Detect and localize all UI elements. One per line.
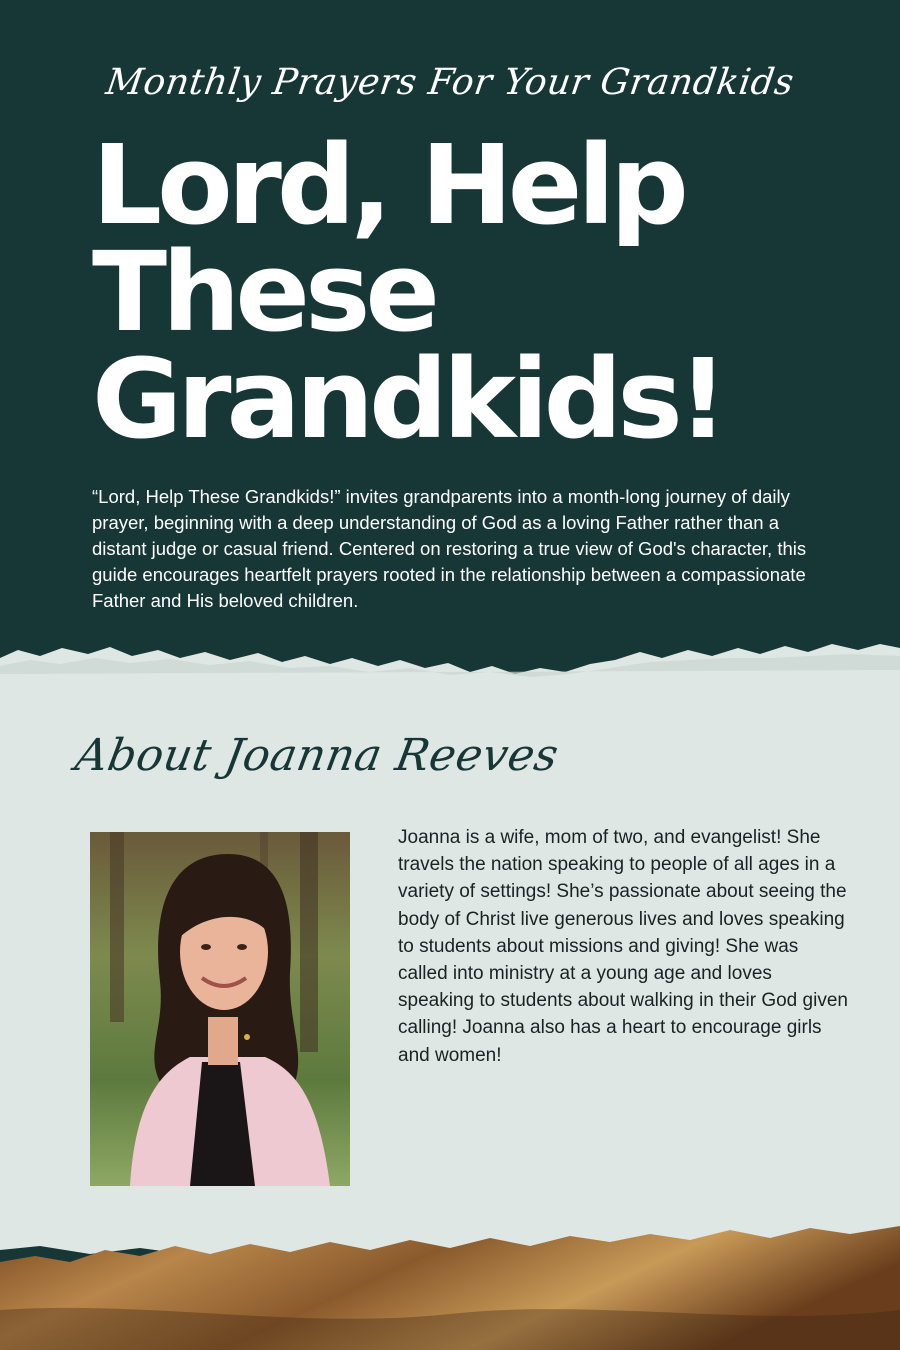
- script-subtitle: Monthly Prayers For Your Grandkids: [103, 62, 797, 103]
- author-bio: Joanna is a wife, mom of two, and evangelist! She travels the nation speaking to people of all ages in a variety of settings! She’s passionate about seeing the body of Christ live generous lives and loves speaking to students about missions and giving! She was called into ministry at a young age and loves speaking to students about walking in their God given calling! Joanna also has a heart to encourage girls and women!: [398, 827, 848, 1066]
- book-description: “Lord, Help These Grandkids!” invites grandparents into a month-long journey of daily prayer, beginning with a deep understanding of God as a loving Father rather than a distant judge or casual friend. Centered on restoring a true view of God's character, this guide encourages heartfelt prayers rooted in the relationship between a compassionate Father and His beloved children.: [92, 486, 807, 611]
- author-photo: [90, 832, 350, 1186]
- title-line-2: These: [92, 228, 436, 356]
- title-line-3: Grandkids!: [92, 335, 724, 463]
- title-line-1: Lord, Help: [92, 121, 684, 249]
- gold-foil-footer: [0, 1210, 900, 1350]
- about-author-heading: About Joanna Reeves: [71, 730, 563, 781]
- torn-paper-edge-top: [0, 630, 900, 710]
- book-title: [92, 121, 882, 463]
